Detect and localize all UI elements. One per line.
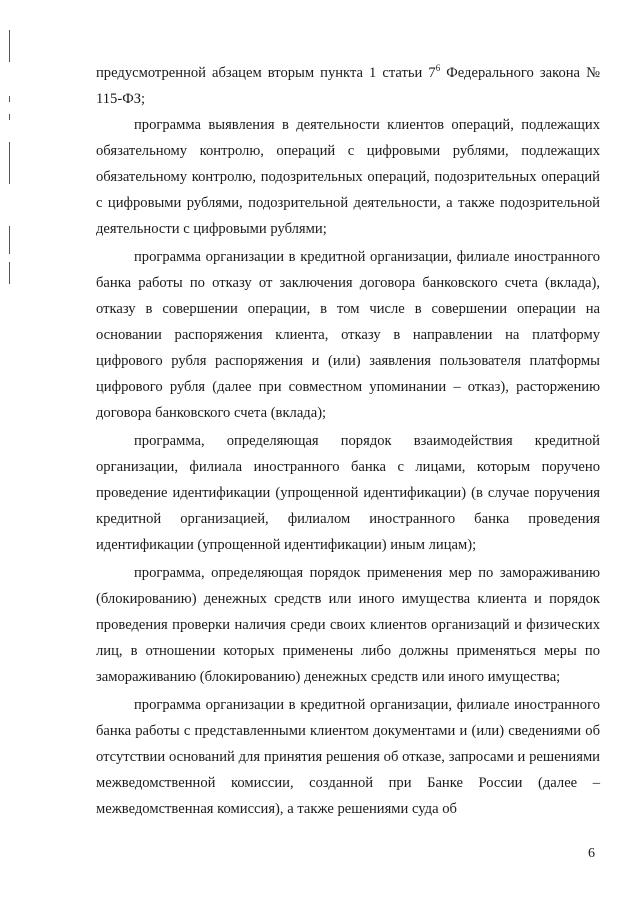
superscript: 6 [435, 63, 441, 73]
paragraph-detection-program: программа выявления в деятельности клиентов операций, подлежащих обязательному контролю, операций с цифровыми рублями, подлежащих обязательному контролю, подозрительных операций, подозрительных операций с цифровыми рублями, подозрительной деятельности, а также подозрительной деятельности с цифровыми рублями; [96, 117, 600, 237]
margin-mark [9, 30, 10, 62]
paragraph-interaction-program: программа, определяющая порядок взаимодействия кредитной организации, филиала иностранного банка с лицами, которым поручено проведение идентификации (упрощенной идентификации) (в случае поручения кредитной организацией, филиалом иностранного банка проведения идентификации (упрощенной идентификации) иным лицам); [96, 433, 600, 553]
document-page [96, 60, 600, 822]
margin-mark [9, 96, 10, 102]
paragraph-freezing-program: программа, определяющая порядок применения мер по замораживанию (блокированию) денежных средств или иного имущества клиента и порядок проведения проверки наличия среди своих клиентов организаций и физических лиц, в отношении которых применены либо должны применяться меры по замораживанию (блокированию) денежных средств или иного имущества; [96, 565, 600, 685]
margin-mark [9, 114, 10, 120]
paragraph-text: Федерального закона № 115-ФЗ; [96, 65, 600, 107]
margin-mark [9, 142, 10, 184]
paragraph-continuation [96, 60, 600, 112]
paragraph-text: предусмотренной абзацем вторым пункта 1 статьи 7 [96, 65, 436, 81]
margin-mark [9, 226, 10, 254]
margin-mark [9, 262, 10, 284]
paragraph-refusal-program: программа организации в кредитной организации, филиале иностранного банка работы по отказу от заключения договора банковского счета (вклада), отказу в совершении операции, в том числе в совершении операции на основании распоряжения клиента, отказу в направлении на платформу цифрового рубля распоряжения и (или) заявления пользователя платформы цифрового рубля (далее при совместном упоминании – отказ), расторжению договора банковского счета (вклада); [96, 249, 600, 421]
page-number: 6 [588, 846, 595, 861]
paragraph-documents-program: программа организации в кредитной организации, филиале иностранного банка работы с представленными клиентом документами и (или) сведениями об отсутствии оснований для принятия решения об отказе, запросами и решениями межведомственной комиссии, созданной при Банке России (далее – межведомственная комиссия), а также решениями суда об [96, 697, 600, 817]
